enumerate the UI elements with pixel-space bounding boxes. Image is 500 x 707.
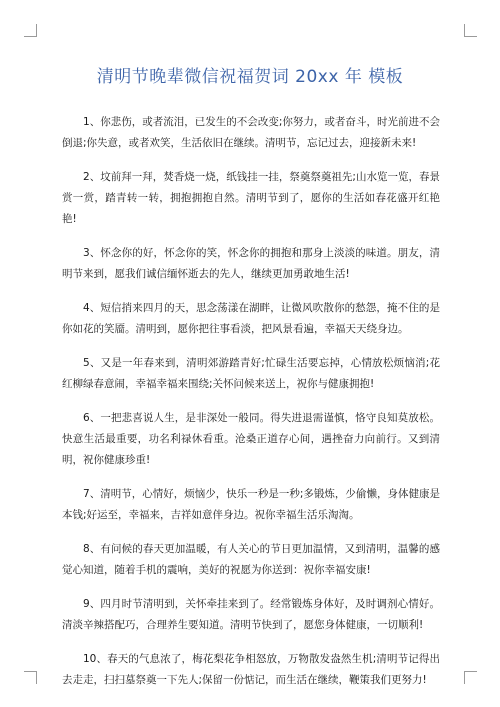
corner-mark-top-left xyxy=(24,24,37,37)
paragraph: 5、又是一年春来到，清明郊游踏青好;忙碌生活要忘掉，心情放松烦恼消;花红柳绿春意闹，幸福幸福来围绕;关怀问候来送上，祝你与健康拥抱! xyxy=(62,357,440,390)
paragraph: 9、四月时节清明到，关怀牵挂来到了。经常锻炼身体好，及时调剂心情好。清淡辛辣搭配巧，合理养生要知道。清明节快到了，愿您身体健康，一切顺利! xyxy=(62,598,440,631)
document-body xyxy=(62,112,440,704)
paragraph: 10、春天的气息浓了，梅花梨花争相怒放，万物散发盎然生机;清明节记得出去走走，扫扫墓祭奠一下先人;保留一份惦记，而生活在继续，鞭策我们更努力! xyxy=(62,653,440,686)
corner-mark-top-right xyxy=(464,24,477,37)
paragraph: 8、有问候的春天更加温暖，有人关心的节日更加温情，又到清明，温馨的感觉心知道，随着手机的震响，美好的祝愿为你送到：祝你幸福安康! xyxy=(62,543,440,576)
corner-mark-bottom-right xyxy=(464,671,477,684)
paragraph: 1、你悲伤，或者流泪，已发生的不会改变;你努力，或者奋斗，时光前进不会倒退;你失意，或者欢笑，生活依旧在继续。清明节，忘记过去，迎接新未来! xyxy=(62,116,440,149)
corner-mark-bottom-left xyxy=(24,671,37,684)
paragraph: 4、短信捎来四月的天，思念荡漾在湖畔，让微风吹散你的愁怨，掩不住的是你如花的笑靥。清明到，愿你把往事看淡，把风景看遍，幸福天天绕身边。 xyxy=(62,302,440,335)
paragraph: 2、坟前拜一拜，焚香烧一烧，纸钱挂一挂，祭奠祭奠祖先;山水览一览，春景赏一赏，踏青转一转，拥抱拥抱自然。清明节到了，愿你的生活如春花盛开红艳艳! xyxy=(62,171,440,225)
document-title: 清明节晚辈微信祝福贺词 20xx 年 模板 xyxy=(96,67,404,87)
paragraph: 6、一把悲喜说人生，是非深处一般同。得失进退需谨慎，恪守良知莫放松。快意生活最重要，功名利禄休看重。沧桑正道存心间，遇挫奋力向前行。又到清明，祝你健康珍重! xyxy=(62,412,440,466)
paragraph: 7、清明节，心情好，烦恼少，快乐一秒是一秒;多锻炼，少偷懒，身体健康是本钱;好运至，幸福来，吉祥如意伴身边。祝你幸福生活乐淘淘。 xyxy=(62,488,440,521)
paragraph: 3、怀念你的好，怀念你的笑，怀念你的拥抱和那身上淡淡的味道。朋友，清明节来到，愿我们诚信缅怀逝去的先人，继续更加勇敢地生活! xyxy=(62,247,440,280)
